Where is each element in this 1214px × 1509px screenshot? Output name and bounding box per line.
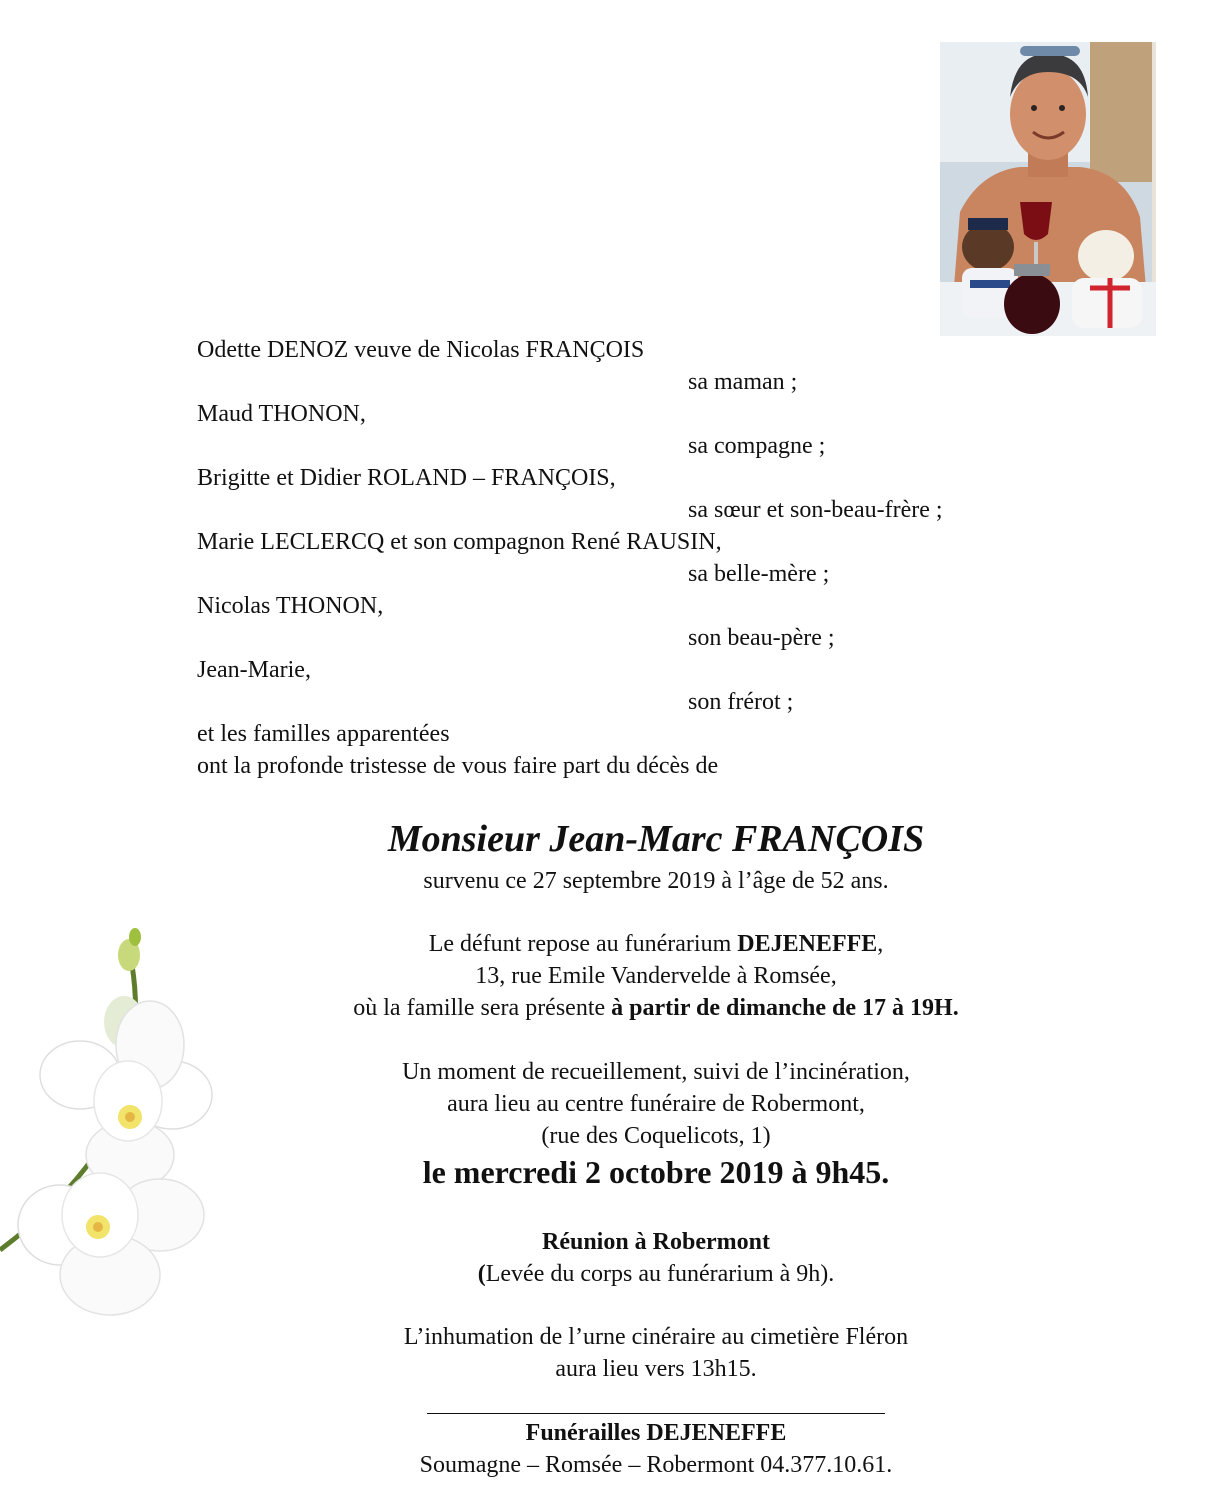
portrait-photo (940, 42, 1156, 336)
ceremony-line-3: (rue des Coquelicots, 1) (541, 1123, 771, 1149)
burial-line-2: aura lieu vers 13h15. (555, 1356, 757, 1382)
repose-line-3 (206, 992, 1106, 1024)
footer-locations: Soumagne – Romsée – Robermont 04.377.10.61. (419, 1452, 893, 1478)
family-relation: son frérot ; (688, 689, 794, 715)
meeting-title: Réunion à Robermont (541, 1229, 770, 1255)
family-name: Maud THONON, (197, 401, 366, 427)
death-date: survenu ce 27 septembre 2019 à l’âge de 52 ans. (423, 868, 889, 894)
portrait-photo-icon (940, 42, 1156, 336)
family-relation: sa sœur et son-beau-frère ; (688, 497, 943, 523)
ceremony-line-2: aura lieu au centre funéraire de Robermont, (447, 1091, 865, 1117)
family-relation: son beau-père ; (688, 625, 835, 651)
ceremony-date: le mercredi 2 octobre 2019 à 9h45. (422, 1154, 890, 1190)
funeral-home-name: DEJENEFFE (737, 931, 878, 957)
family-name: Odette DENOZ veuve de Nicolas FRANÇOIS (197, 337, 645, 363)
repose-presence: où la famille sera présente (353, 995, 612, 1021)
footer-company: Funérailles DEJENEFFE (525, 1420, 787, 1446)
ceremony-line-1: Un moment de recueillement, suivi de l’incinération, (402, 1059, 910, 1085)
divider (427, 1413, 885, 1414)
repose-prefix: Le défunt repose au funérarium (428, 931, 738, 957)
family-name: Marie LECLERCQ et son compagnon René RAUSIN, (197, 529, 722, 555)
closing-line: ont la profonde tristesse de vous faire part du décès de (197, 753, 719, 779)
meeting-detail-line (206, 1258, 1106, 1290)
family-name: Brigitte et Didier ROLAND – FRANÇOIS, (197, 465, 616, 491)
repose-hours: à partir de dimanche de 17 à 19H. (611, 995, 959, 1021)
deceased-name: Monsieur Jean-Marc FRANÇOIS (387, 818, 925, 860)
repose-address: 13, rue Emile Vandervelde à Romsée, (475, 963, 837, 989)
meeting-paren: ( (477, 1261, 486, 1287)
meeting-detail: Levée du corps au funérarium à 9h). (485, 1261, 835, 1287)
family-name: Jean-Marie, (197, 657, 311, 683)
closing-line: et les familles apparentées (197, 721, 450, 747)
family-name: Nicolas THONON, (197, 593, 384, 619)
burial-line-1: L’inhumation de l’urne cinéraire au cimetière Fléron (403, 1324, 909, 1350)
repose-suffix: , (877, 931, 884, 957)
family-relation: sa compagne ; (688, 433, 826, 459)
family-relation: sa maman ; (688, 369, 798, 395)
family-relation: sa belle-mère ; (688, 561, 830, 587)
repose-line-1 (206, 928, 1106, 960)
family-list (197, 334, 1097, 782)
